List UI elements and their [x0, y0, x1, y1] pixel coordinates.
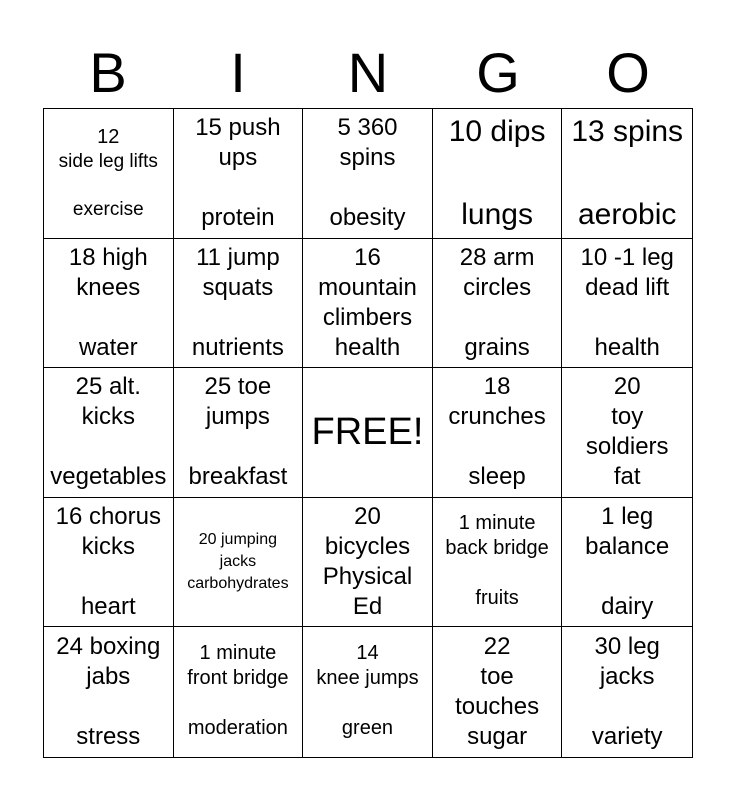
cell-text: 1 minute	[458, 512, 536, 535]
cell-text: 13 spins	[571, 115, 684, 148]
cell-i4[interactable]	[174, 498, 304, 628]
cell-text: health	[594, 333, 660, 361]
cell-text: 1 minute	[199, 642, 277, 665]
cell-text: 5 360	[337, 114, 398, 142]
cell-text: lungs	[461, 198, 533, 232]
bingo-header	[43, 38, 693, 108]
cell-text: 12	[97, 125, 120, 148]
cell-g4[interactable]	[433, 498, 563, 628]
cell-g2[interactable]	[433, 239, 563, 369]
cell-text: crunches	[448, 403, 546, 431]
header-letter-g: G	[476, 41, 520, 104]
cell-text: aerobic	[577, 198, 677, 232]
cell-o1[interactable]	[562, 109, 692, 239]
cell-text: FREE!	[311, 410, 424, 453]
cell-i1[interactable]	[174, 109, 304, 239]
cell-text: moderation	[187, 717, 288, 740]
cell-b1[interactable]	[44, 109, 174, 239]
cell-text: 20 jumping	[198, 531, 278, 549]
cell-text: 10 -1 leg	[580, 243, 674, 271]
cell-text: side leg lifts	[58, 150, 158, 172]
cell-text: front bridge	[187, 667, 289, 690]
cell-g5[interactable]	[433, 627, 563, 757]
cell-text: 18 high	[68, 243, 148, 271]
cell-text: heart	[80, 593, 136, 621]
header-letter-b: B	[89, 41, 127, 104]
cell-o4[interactable]	[562, 498, 692, 628]
cell-text: 25 alt.	[75, 373, 141, 401]
cell-text: Physical	[322, 563, 413, 591]
cell-text: kicks	[81, 403, 135, 431]
cell-text: 20	[354, 503, 381, 531]
cell-text: sleep	[468, 463, 526, 491]
cell-b2[interactable]	[44, 239, 174, 369]
cell-text: stress	[76, 723, 141, 751]
cell-n5[interactable]	[303, 627, 433, 757]
cell-text: soldiers	[585, 433, 669, 461]
header-letter-o: O	[606, 41, 650, 104]
cell-text: 28 arm	[459, 243, 535, 271]
cell-text: fruits	[475, 587, 519, 610]
cell-o5[interactable]	[562, 627, 692, 757]
cell-text: 16 chorus	[55, 503, 161, 531]
cell-text: sugar	[467, 723, 528, 751]
cell-i5[interactable]	[174, 627, 304, 757]
cell-text: jacks	[599, 663, 655, 691]
cell-o3[interactable]	[562, 368, 692, 498]
cell-text: ups	[218, 144, 258, 172]
cell-o2[interactable]	[562, 239, 692, 369]
cell-text: toy	[611, 403, 644, 431]
cell-text: 25 toe	[204, 373, 272, 401]
bingo-board	[43, 108, 693, 758]
cell-text: balance	[585, 533, 670, 561]
cell-text: dead lift	[585, 273, 670, 301]
cell-n1[interactable]	[303, 109, 433, 239]
header-letter-i: I	[230, 41, 246, 104]
cell-i3[interactable]	[174, 368, 304, 498]
cell-text: 18	[483, 373, 511, 401]
cell-text: 22	[483, 633, 511, 661]
cell-n4[interactable]	[303, 498, 433, 628]
cell-text: knees	[76, 273, 141, 301]
cell-text: health	[334, 333, 401, 361]
cell-i2[interactable]	[174, 239, 304, 369]
cell-text: Ed	[352, 593, 383, 621]
cell-text: jabs	[86, 663, 131, 691]
cell-text: nutrients	[191, 333, 284, 361]
cell-text: 1 leg	[601, 503, 654, 531]
cell-text: water	[78, 333, 138, 361]
cell-text: 24 boxing	[56, 633, 161, 661]
cell-text: climbers	[322, 303, 413, 331]
cell-b5[interactable]	[44, 627, 174, 757]
cell-text: jacks	[219, 553, 257, 571]
cell-text: 30 leg	[594, 633, 660, 661]
cell-text: 10 dips	[448, 115, 546, 148]
cell-text: grains	[464, 333, 530, 361]
cell-text: squats	[202, 273, 274, 301]
cell-text: toe	[480, 663, 514, 691]
cell-text: jumps	[205, 403, 270, 431]
cell-text: green	[341, 717, 394, 740]
cell-text: variety	[591, 723, 663, 751]
cell-text: 16	[354, 243, 381, 271]
cell-b3[interactable]	[44, 368, 174, 498]
cell-text: back bridge	[445, 537, 549, 560]
cell-text: exercise	[72, 198, 144, 220]
cell-text: dairy	[601, 593, 654, 621]
cell-text: 11 jump	[196, 243, 280, 271]
cell-text: bicycles	[324, 533, 411, 561]
cell-b4[interactable]	[44, 498, 174, 628]
cell-g1[interactable]	[433, 109, 563, 239]
cell-text: fat	[613, 463, 641, 491]
cell-g3[interactable]	[433, 368, 563, 498]
cell-text: carbohydrates	[187, 575, 289, 593]
header-letter-n: N	[347, 41, 389, 104]
cell-text: breakfast	[188, 463, 288, 491]
cell-text: touches	[455, 693, 540, 721]
cell-text: kicks	[81, 533, 135, 561]
cell-text: protein	[201, 204, 275, 232]
cell-n2[interactable]	[303, 239, 433, 369]
cell-n3[interactable]	[303, 368, 433, 498]
cell-text: 20	[613, 373, 641, 401]
cell-text: spins	[339, 144, 396, 172]
cell-text: obesity	[329, 204, 406, 232]
cell-text: 14	[356, 642, 379, 665]
cell-text: circles	[463, 273, 532, 301]
cell-text: mountain	[318, 273, 417, 301]
cell-text: knee jumps	[316, 667, 419, 690]
cell-text: 15 push	[195, 114, 281, 142]
cell-text: vegetables	[50, 463, 167, 491]
